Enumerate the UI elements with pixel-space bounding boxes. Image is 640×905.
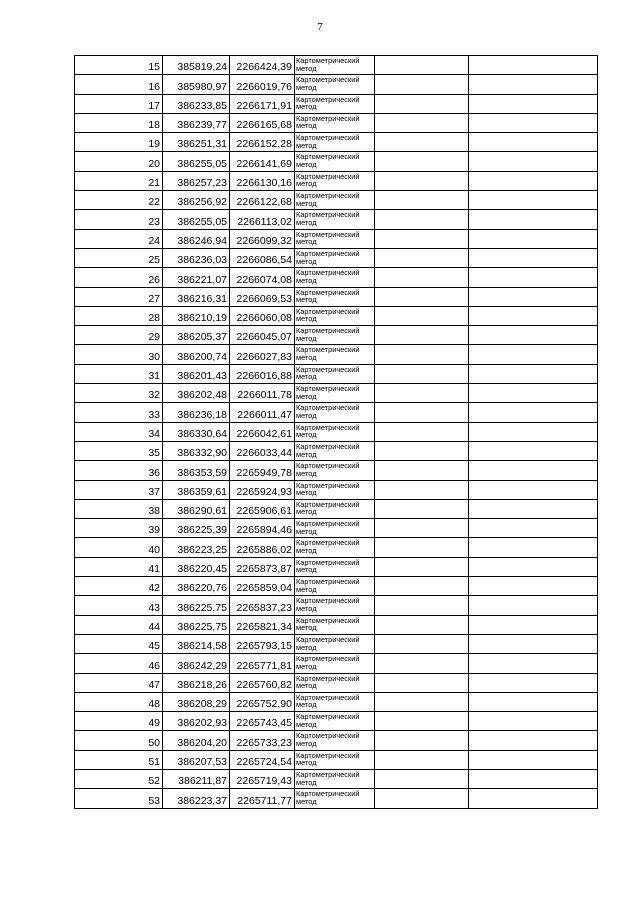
method-cell: Картометрический метод <box>295 461 375 480</box>
y-coordinate-cell: 2265859,04 <box>230 577 295 596</box>
y-coordinate-cell: 2266099,32 <box>230 229 295 248</box>
table-row <box>75 461 598 480</box>
empty-cell <box>469 750 598 769</box>
table-row <box>75 692 598 711</box>
point-number-cell: 30 <box>75 345 163 364</box>
y-coordinate-cell: 2266141,69 <box>230 152 295 171</box>
empty-cell <box>375 750 469 769</box>
point-number-cell: 41 <box>75 557 163 576</box>
method-cell: Картометрический метод <box>295 596 375 615</box>
empty-cell <box>469 56 598 75</box>
y-coordinate-cell: 2265821,34 <box>230 615 295 634</box>
point-number-cell: 48 <box>75 692 163 711</box>
x-coordinate-cell: 386330,64 <box>163 422 230 441</box>
empty-cell <box>375 268 469 287</box>
point-number-cell: 38 <box>75 499 163 518</box>
method-cell: Картометрический метод <box>295 750 375 769</box>
empty-cell <box>375 191 469 210</box>
x-coordinate-cell: 386257,23 <box>163 171 230 190</box>
y-coordinate-cell: 2266086,54 <box>230 248 295 267</box>
y-coordinate-cell: 2266424,39 <box>230 56 295 75</box>
empty-cell <box>375 596 469 615</box>
y-coordinate-cell: 2266171,91 <box>230 94 295 113</box>
empty-cell <box>375 287 469 306</box>
table-row <box>75 384 598 403</box>
empty-cell <box>375 615 469 634</box>
method-cell: Картометрический метод <box>295 615 375 634</box>
method-cell: Картометрический метод <box>295 248 375 267</box>
table-row <box>75 133 598 152</box>
empty-cell <box>375 152 469 171</box>
point-number-cell: 27 <box>75 287 163 306</box>
empty-cell <box>469 306 598 325</box>
x-coordinate-cell: 386246,94 <box>163 229 230 248</box>
table-row <box>75 287 598 306</box>
table-row <box>75 94 598 113</box>
empty-cell <box>469 345 598 364</box>
y-coordinate-cell: 2265894,46 <box>230 519 295 538</box>
empty-cell <box>375 364 469 383</box>
y-coordinate-cell: 2265793,15 <box>230 634 295 653</box>
table-row <box>75 403 598 422</box>
table-row <box>75 769 598 788</box>
x-coordinate-cell: 386210,19 <box>163 306 230 325</box>
point-number-cell: 35 <box>75 441 163 460</box>
method-cell: Картометрический метод <box>295 673 375 692</box>
x-coordinate-cell: 386202,48 <box>163 384 230 403</box>
method-cell: Картометрический метод <box>295 345 375 364</box>
empty-cell <box>469 654 598 673</box>
x-coordinate-cell: 386211,87 <box>163 769 230 788</box>
coordinates-table <box>74 55 598 809</box>
empty-cell <box>469 133 598 152</box>
point-number-cell: 37 <box>75 480 163 499</box>
empty-cell <box>375 171 469 190</box>
point-number-cell: 28 <box>75 306 163 325</box>
x-coordinate-cell: 386221,07 <box>163 268 230 287</box>
table-row <box>75 654 598 673</box>
empty-cell <box>375 441 469 460</box>
x-coordinate-cell: 386290,61 <box>163 499 230 518</box>
point-number-cell: 20 <box>75 152 163 171</box>
table-row <box>75 191 598 210</box>
y-coordinate-cell: 2266060,08 <box>230 306 295 325</box>
table-row <box>75 712 598 731</box>
empty-cell <box>469 326 598 345</box>
y-coordinate-cell: 2265771,81 <box>230 654 295 673</box>
x-coordinate-cell: 386220,76 <box>163 577 230 596</box>
table-row <box>75 557 598 576</box>
empty-cell <box>375 384 469 403</box>
point-number-cell: 49 <box>75 712 163 731</box>
table-row <box>75 634 598 653</box>
y-coordinate-cell: 2265906,61 <box>230 499 295 518</box>
table-row <box>75 441 598 460</box>
table-row <box>75 577 598 596</box>
empty-cell <box>375 673 469 692</box>
method-cell: Картометрический метод <box>295 634 375 653</box>
x-coordinate-cell: 386353,59 <box>163 461 230 480</box>
empty-cell <box>469 557 598 576</box>
x-coordinate-cell: 386204,20 <box>163 731 230 750</box>
table-row <box>75 210 598 229</box>
method-cell: Картометрический метод <box>295 171 375 190</box>
point-number-cell: 33 <box>75 403 163 422</box>
empty-cell <box>375 133 469 152</box>
table-row <box>75 229 598 248</box>
point-number-cell: 47 <box>75 673 163 692</box>
empty-cell <box>469 789 598 808</box>
empty-cell <box>469 191 598 210</box>
empty-cell <box>375 538 469 557</box>
table-row <box>75 75 598 94</box>
method-cell: Картометрический метод <box>295 422 375 441</box>
table-row <box>75 422 598 441</box>
empty-cell <box>375 519 469 538</box>
y-coordinate-cell: 2265752,90 <box>230 692 295 711</box>
empty-cell <box>469 94 598 113</box>
y-coordinate-cell: 2265719,43 <box>230 769 295 788</box>
empty-cell <box>469 499 598 518</box>
table-row <box>75 152 598 171</box>
point-number-cell: 45 <box>75 634 163 653</box>
empty-cell <box>469 596 598 615</box>
method-cell: Картометрический метод <box>295 268 375 287</box>
empty-cell <box>375 326 469 345</box>
point-number-cell: 34 <box>75 422 163 441</box>
empty-cell <box>469 712 598 731</box>
x-coordinate-cell: 386207,53 <box>163 750 230 769</box>
empty-cell <box>469 210 598 229</box>
empty-cell <box>375 56 469 75</box>
table-row <box>75 268 598 287</box>
method-cell: Картометрический метод <box>295 789 375 808</box>
empty-cell <box>375 75 469 94</box>
x-coordinate-cell: 386223,25 <box>163 538 230 557</box>
table-row <box>75 596 598 615</box>
y-coordinate-cell: 2266011,47 <box>230 403 295 422</box>
empty-cell <box>469 287 598 306</box>
x-coordinate-cell: 386218,26 <box>163 673 230 692</box>
empty-cell <box>469 152 598 171</box>
y-coordinate-cell: 2265724,54 <box>230 750 295 769</box>
x-coordinate-cell: 386225,75 <box>163 615 230 634</box>
x-coordinate-cell: 386255,05 <box>163 210 230 229</box>
x-coordinate-cell: 386256,92 <box>163 191 230 210</box>
empty-cell <box>469 673 598 692</box>
x-coordinate-cell: 386220,45 <box>163 557 230 576</box>
method-cell: Картометрический метод <box>295 287 375 306</box>
empty-cell <box>469 769 598 788</box>
table-row <box>75 499 598 518</box>
y-coordinate-cell: 2266011,78 <box>230 384 295 403</box>
point-number-cell: 21 <box>75 171 163 190</box>
method-cell: Картометрический метод <box>295 384 375 403</box>
empty-cell <box>375 229 469 248</box>
table-row <box>75 306 598 325</box>
empty-cell <box>469 113 598 132</box>
empty-cell <box>469 75 598 94</box>
point-number-cell: 52 <box>75 769 163 788</box>
x-coordinate-cell: 386225,39 <box>163 519 230 538</box>
point-number-cell: 22 <box>75 191 163 210</box>
empty-cell <box>375 577 469 596</box>
method-cell: Картометрический метод <box>295 191 375 210</box>
empty-cell <box>469 268 598 287</box>
empty-cell <box>375 210 469 229</box>
point-number-cell: 51 <box>75 750 163 769</box>
empty-cell <box>469 422 598 441</box>
empty-cell <box>375 345 469 364</box>
empty-cell <box>375 94 469 113</box>
table-row <box>75 538 598 557</box>
method-cell: Картометрический метод <box>295 75 375 94</box>
point-number-cell: 42 <box>75 577 163 596</box>
empty-cell <box>375 113 469 132</box>
method-cell: Картометрический метод <box>295 403 375 422</box>
y-coordinate-cell: 2266074,08 <box>230 268 295 287</box>
point-number-cell: 39 <box>75 519 163 538</box>
point-number-cell: 31 <box>75 364 163 383</box>
y-coordinate-cell: 2265873,87 <box>230 557 295 576</box>
empty-cell <box>469 248 598 267</box>
method-cell: Картометрический метод <box>295 306 375 325</box>
empty-cell <box>469 384 598 403</box>
empty-cell <box>469 461 598 480</box>
point-number-cell: 15 <box>75 56 163 75</box>
table-row <box>75 519 598 538</box>
empty-cell <box>469 634 598 653</box>
method-cell: Картометрический метод <box>295 480 375 499</box>
point-number-cell: 24 <box>75 229 163 248</box>
y-coordinate-cell: 2266122,68 <box>230 191 295 210</box>
x-coordinate-cell: 386255,05 <box>163 152 230 171</box>
x-coordinate-cell: 386242,29 <box>163 654 230 673</box>
empty-cell <box>469 480 598 499</box>
empty-cell <box>469 403 598 422</box>
x-coordinate-cell: 386236,03 <box>163 248 230 267</box>
x-coordinate-cell: 386216,31 <box>163 287 230 306</box>
table-row <box>75 731 598 750</box>
table-row <box>75 113 598 132</box>
x-coordinate-cell: 386201,43 <box>163 364 230 383</box>
empty-cell <box>375 306 469 325</box>
y-coordinate-cell: 2266027,83 <box>230 345 295 364</box>
x-coordinate-cell: 386332,90 <box>163 441 230 460</box>
y-coordinate-cell: 2265837,23 <box>230 596 295 615</box>
method-cell: Картометрический метод <box>295 731 375 750</box>
y-coordinate-cell: 2266130,16 <box>230 171 295 190</box>
y-coordinate-cell: 2266113,02 <box>230 210 295 229</box>
y-coordinate-cell: 2265743,45 <box>230 712 295 731</box>
point-number-cell: 43 <box>75 596 163 615</box>
empty-cell <box>375 654 469 673</box>
table-row <box>75 789 598 808</box>
empty-cell <box>469 519 598 538</box>
empty-cell <box>375 403 469 422</box>
empty-cell <box>375 731 469 750</box>
table-row <box>75 364 598 383</box>
x-coordinate-cell: 386236,18 <box>163 403 230 422</box>
table-row <box>75 345 598 364</box>
y-coordinate-cell: 2265949,78 <box>230 461 295 480</box>
empty-cell <box>469 364 598 383</box>
method-cell: Картометрический метод <box>295 441 375 460</box>
table-row <box>75 171 598 190</box>
point-number-cell: 40 <box>75 538 163 557</box>
table-row <box>75 326 598 345</box>
empty-cell <box>469 229 598 248</box>
method-cell: Картометрический метод <box>295 692 375 711</box>
empty-cell <box>375 248 469 267</box>
point-number-cell: 25 <box>75 248 163 267</box>
empty-cell <box>469 577 598 596</box>
empty-cell <box>469 692 598 711</box>
empty-cell <box>375 499 469 518</box>
point-number-cell: 36 <box>75 461 163 480</box>
method-cell: Картометрический метод <box>295 577 375 596</box>
method-cell: Картометрический метод <box>295 152 375 171</box>
x-coordinate-cell: 386208,29 <box>163 692 230 711</box>
empty-cell <box>375 422 469 441</box>
x-coordinate-cell: 386251,31 <box>163 133 230 152</box>
x-coordinate-cell: 386223,37 <box>163 789 230 808</box>
empty-cell <box>375 634 469 653</box>
y-coordinate-cell: 2266042,61 <box>230 422 295 441</box>
method-cell: Картометрический метод <box>295 654 375 673</box>
method-cell: Картометрический метод <box>295 326 375 345</box>
method-cell: Картометрический метод <box>295 557 375 576</box>
empty-cell <box>375 557 469 576</box>
point-number-cell: 46 <box>75 654 163 673</box>
point-number-cell: 26 <box>75 268 163 287</box>
y-coordinate-cell: 2266165,68 <box>230 113 295 132</box>
point-number-cell: 19 <box>75 133 163 152</box>
method-cell: Картометрический метод <box>295 519 375 538</box>
x-coordinate-cell: 386359,61 <box>163 480 230 499</box>
method-cell: Картометрический метод <box>295 133 375 152</box>
method-cell: Картометрический метод <box>295 538 375 557</box>
method-cell: Картометрический метод <box>295 364 375 383</box>
empty-cell <box>469 441 598 460</box>
point-number-cell: 16 <box>75 75 163 94</box>
x-coordinate-cell: 386214,58 <box>163 634 230 653</box>
method-cell: Картометрический метод <box>295 210 375 229</box>
y-coordinate-cell: 2265760,82 <box>230 673 295 692</box>
empty-cell <box>375 789 469 808</box>
y-coordinate-cell: 2266045,07 <box>230 326 295 345</box>
method-cell: Картометрический метод <box>295 499 375 518</box>
table-row <box>75 615 598 634</box>
y-coordinate-cell: 2266019,76 <box>230 75 295 94</box>
method-cell: Картометрический метод <box>295 229 375 248</box>
point-number-cell: 29 <box>75 326 163 345</box>
empty-cell <box>375 769 469 788</box>
empty-cell <box>375 461 469 480</box>
table-row <box>75 750 598 769</box>
point-number-cell: 50 <box>75 731 163 750</box>
table-row <box>75 56 598 75</box>
y-coordinate-cell: 2266033,44 <box>230 441 295 460</box>
point-number-cell: 53 <box>75 789 163 808</box>
x-coordinate-cell: 386205,37 <box>163 326 230 345</box>
empty-cell <box>469 615 598 634</box>
page-number: 7 <box>317 21 323 33</box>
y-coordinate-cell: 2265711,77 <box>230 789 295 808</box>
table-row <box>75 248 598 267</box>
coordinates-table-body <box>75 56 598 809</box>
empty-cell <box>469 171 598 190</box>
point-number-cell: 18 <box>75 113 163 132</box>
point-number-cell: 44 <box>75 615 163 634</box>
empty-cell <box>469 538 598 557</box>
table-row <box>75 480 598 499</box>
method-cell: Картометрический метод <box>295 113 375 132</box>
x-coordinate-cell: 385980,97 <box>163 75 230 94</box>
method-cell: Картометрический метод <box>295 56 375 75</box>
y-coordinate-cell: 2266016,88 <box>230 364 295 383</box>
method-cell: Картометрический метод <box>295 712 375 731</box>
point-number-cell: 23 <box>75 210 163 229</box>
method-cell: Картометрический метод <box>295 769 375 788</box>
empty-cell <box>375 480 469 499</box>
point-number-cell: 17 <box>75 94 163 113</box>
x-coordinate-cell: 386200,74 <box>163 345 230 364</box>
x-coordinate-cell: 386239,77 <box>163 113 230 132</box>
method-cell: Картометрический метод <box>295 94 375 113</box>
y-coordinate-cell: 2265733,23 <box>230 731 295 750</box>
y-coordinate-cell: 2265924,93 <box>230 480 295 499</box>
x-coordinate-cell: 386233,85 <box>163 94 230 113</box>
point-number-cell: 32 <box>75 384 163 403</box>
y-coordinate-cell: 2266152,28 <box>230 133 295 152</box>
y-coordinate-cell: 2265886,02 <box>230 538 295 557</box>
x-coordinate-cell: 386225,75 <box>163 596 230 615</box>
y-coordinate-cell: 2266069,53 <box>230 287 295 306</box>
empty-cell <box>375 712 469 731</box>
empty-cell <box>375 692 469 711</box>
x-coordinate-cell: 385819,24 <box>163 56 230 75</box>
x-coordinate-cell: 386202,93 <box>163 712 230 731</box>
table-row <box>75 673 598 692</box>
empty-cell <box>469 731 598 750</box>
